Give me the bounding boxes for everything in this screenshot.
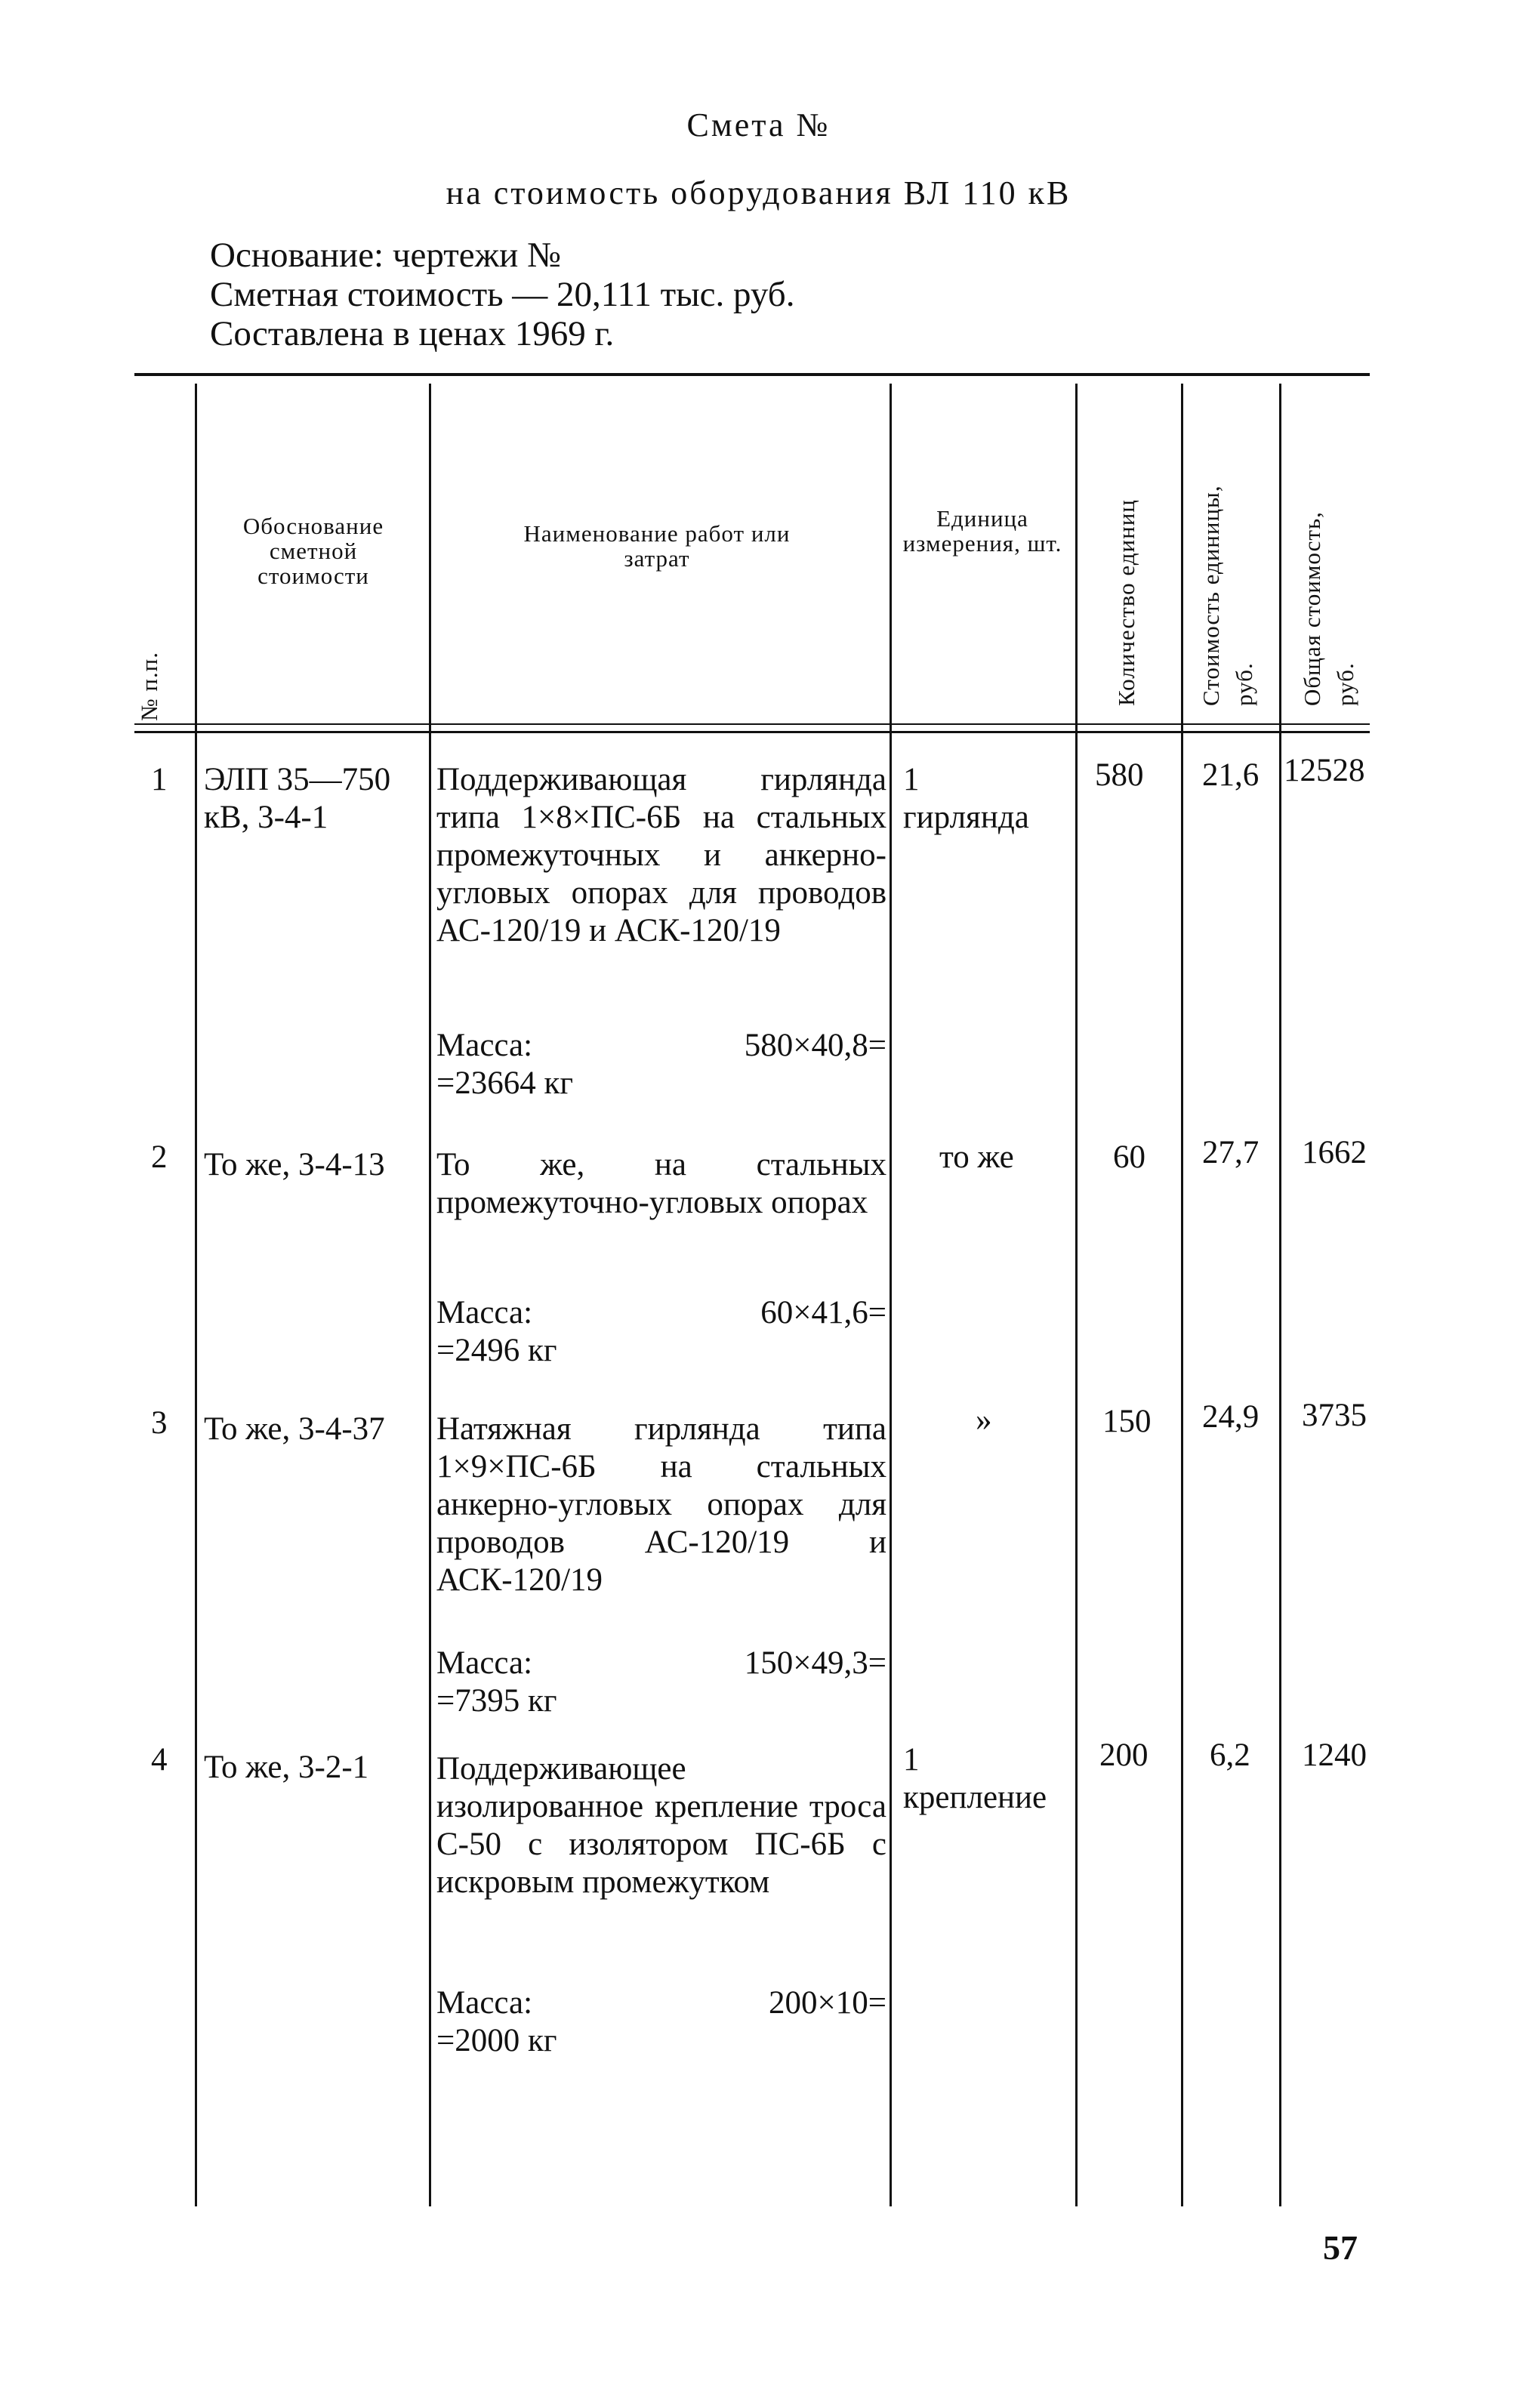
basis-line: Основание: чертежи № (210, 236, 561, 275)
row-4-name: Поддерживающее изолированное крепление троса С-50 с изолятором ПС-6Б с искровым промежутком (436, 1751, 886, 1900)
row-3-qty: 150 (1102, 1404, 1152, 1439)
row-3-mass-label: Масса: (436, 1645, 533, 1681)
row-2-mass-label: Масса: (436, 1295, 533, 1330)
row-4-unit: 1 крепление (903, 1742, 1047, 1815)
row-2-name: То же, на стальных промежуточно-угловых опорах (436, 1147, 886, 1220)
row-3-mass (436, 1645, 886, 1720)
row-4-mass (436, 1984, 886, 2060)
row-3-mass-formula: 150×49,3= (744, 1645, 886, 1681)
row-4-unit-cost: 6,2 (1210, 1737, 1250, 1773)
header-bottom-rule (134, 723, 1370, 725)
header-total-1: Общая стоимость, (1299, 511, 1325, 706)
row-1-index: 1 (151, 762, 168, 797)
row-3-index: 3 (151, 1405, 168, 1441)
prices-year-line: Составлена в ценах 1969 г. (210, 314, 615, 353)
row-2-index: 2 (151, 1139, 168, 1175)
row-3-name: Натяжная гирлянда типа 1×9×ПС-6Б на стальных анкерно-угловых опорах для проводов АС-120/19 и АСК-120/19 (436, 1411, 886, 1598)
column-divider-2 (429, 384, 431, 2206)
row-4-mass-result: =2000 кг (436, 2023, 557, 2058)
row-3-mass-result: =7395 кг (436, 1683, 557, 1719)
row-1-mass-label: Масса: (436, 1028, 533, 1063)
header-unit-cost-2: руб. (1231, 662, 1257, 706)
row-1-unit-cost: 21,6 (1202, 757, 1260, 793)
column-divider-4 (1075, 384, 1078, 2206)
row-2-basis: То же, 3-4-13 (204, 1147, 385, 1182)
row-1-name: Поддерживающая гирлянда типа 1×8×ПС-6Б на стальных промежуточных и анкерно-угловых опорах для проводов АС-120/19 и АСК-120/19 (436, 762, 886, 948)
row-4-index: 4 (151, 1742, 168, 1777)
row-2-unit: то же (939, 1139, 1014, 1175)
document-title: Смета № (686, 106, 831, 143)
row-3-unit-cost: 24,9 (1202, 1399, 1260, 1435)
row-1-mass-result: =23664 кг (436, 1065, 574, 1101)
row-1-total: 12528 (1284, 753, 1365, 788)
row-1-qty: 580 (1095, 757, 1144, 793)
column-divider-5 (1181, 384, 1183, 2206)
column-divider-6 (1279, 384, 1281, 2206)
column-divider-1 (195, 384, 197, 2206)
row-3-total: 3735 (1302, 1398, 1367, 1433)
header-qty: Количество единиц (1113, 499, 1139, 706)
row-2-mass-result: =2496 кг (436, 1333, 557, 1368)
row-2-mass-formula: 60×41,6= (760, 1295, 886, 1330)
row-4-mass-formula: 200×10= (768, 1985, 886, 2021)
row-2-unit-cost: 27,7 (1202, 1135, 1260, 1170)
row-2-total: 1662 (1302, 1135, 1367, 1170)
column-divider-3 (890, 384, 892, 2206)
row-1-unit: 1 гирлянда (903, 762, 1029, 835)
row-4-mass-label: Масса: (436, 1985, 533, 2021)
header-unit-cost-1: Стоимость единицы, (1198, 485, 1224, 706)
header-basis: Обоснование сметной стоимости (242, 513, 384, 589)
document-subtitle: на стоимость оборудования ВЛ 110 кВ (446, 174, 1071, 211)
table-top-rule (134, 373, 1370, 376)
header-index: № п.п. (136, 651, 162, 721)
header-name: Наименование работ или затрат (523, 520, 791, 572)
row-3-unit: » (976, 1402, 992, 1438)
header-bottom-rule-2 (134, 731, 1370, 733)
row-4-basis: То же, 3-2-1 (204, 1750, 369, 1785)
row-4-qty: 200 (1099, 1737, 1149, 1773)
page-number: 57 (1323, 2228, 1358, 2267)
row-1-mass (436, 1027, 886, 1102)
row-3-basis: То же, 3-4-37 (204, 1411, 385, 1447)
row-2-mass (436, 1294, 886, 1370)
header-total-2: руб. (1332, 662, 1358, 706)
row-2-qty: 60 (1113, 1139, 1145, 1175)
row-1-basis: ЭЛП 35—750 кВ, 3-4-1 (204, 762, 391, 835)
estimated-cost-line: Сметная стоимость — 20,111 тыс. руб. (210, 275, 795, 314)
row-4-total: 1240 (1302, 1737, 1367, 1773)
header-unit: Единица измерения, шт. (902, 505, 1062, 557)
row-1-mass-formula: 580×40,8= (744, 1028, 886, 1063)
